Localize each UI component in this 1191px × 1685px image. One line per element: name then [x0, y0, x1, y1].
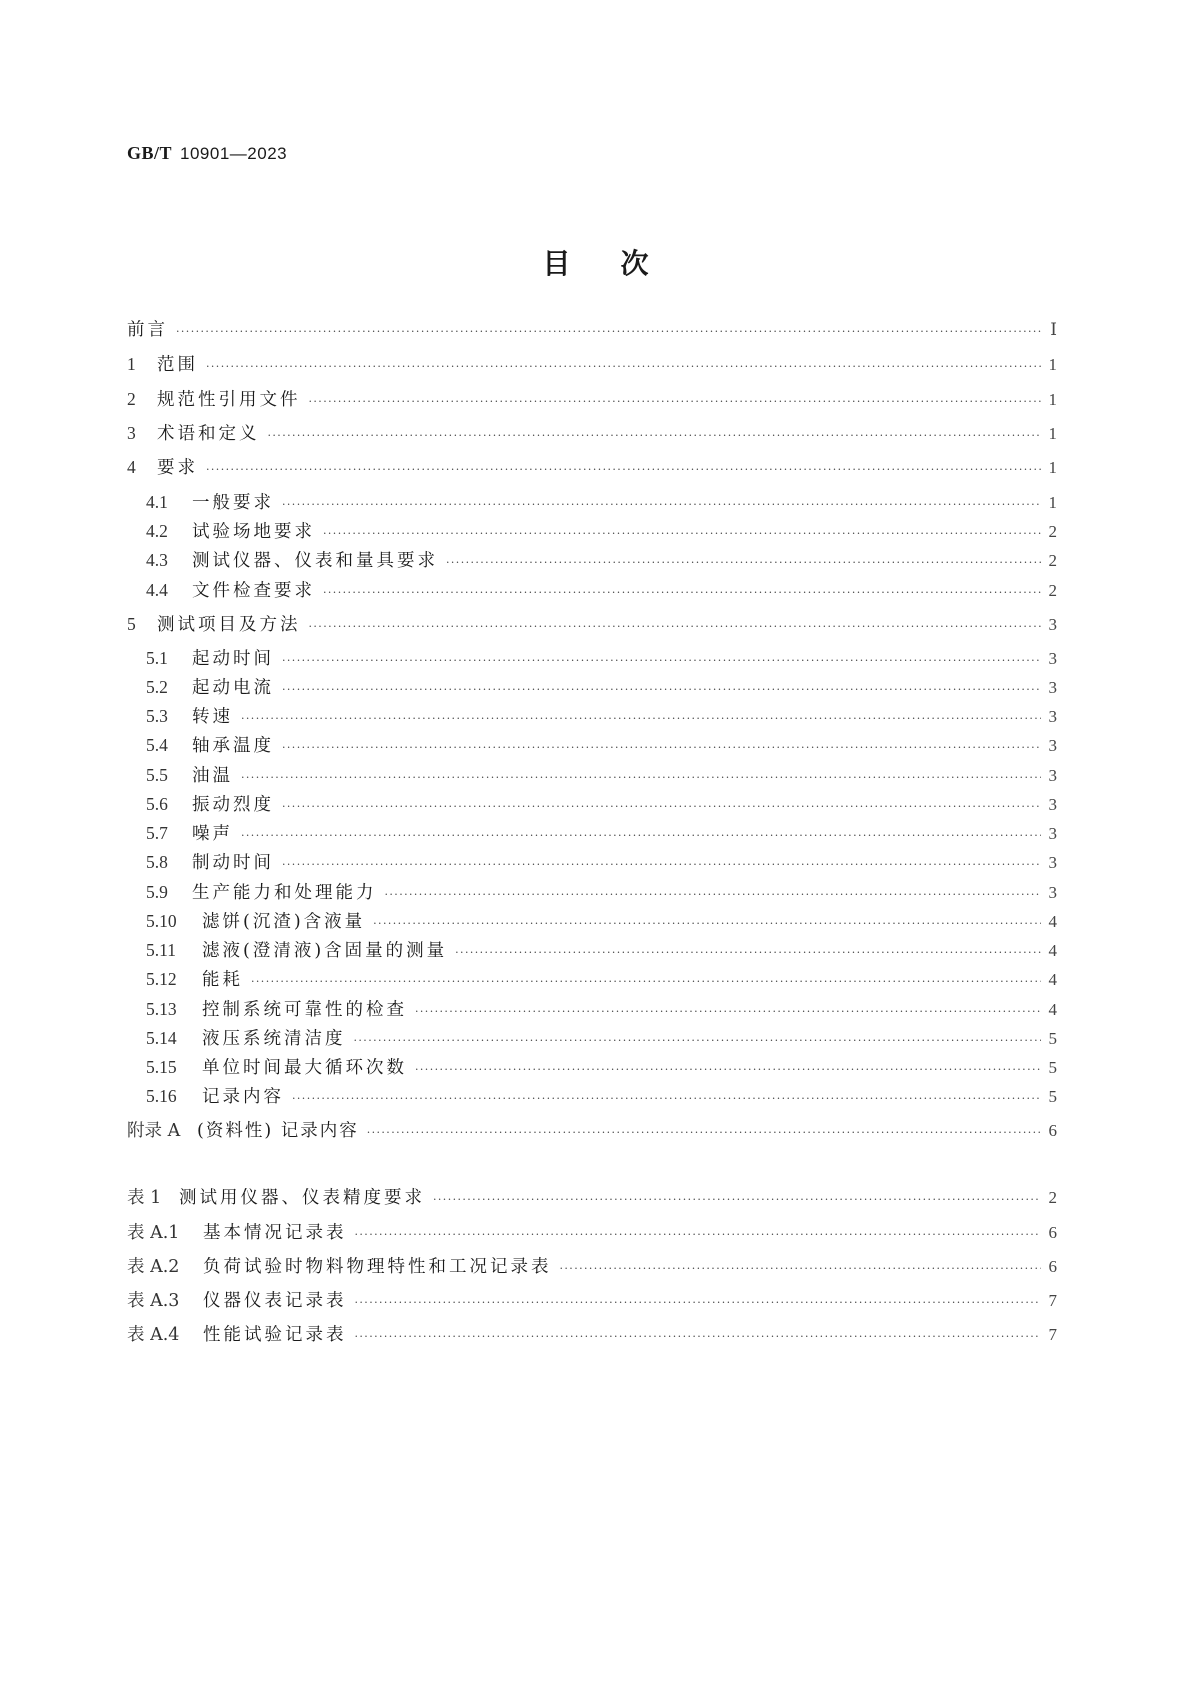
- toc-leader-dots: [241, 766, 1041, 790]
- toc-leader-dots: [282, 678, 1041, 702]
- toc-entry[interactable]: [146, 1055, 1057, 1079]
- toc-entry[interactable]: [146, 821, 1057, 845]
- table-list-entry[interactable]: [127, 1323, 1057, 1347]
- toc-entry[interactable]: [127, 387, 1057, 411]
- toc-leader-dots: [251, 970, 1041, 994]
- toc-entry-title: 转速: [192, 707, 233, 727]
- toc-entry-number: 4.3: [146, 550, 168, 570]
- toc-entry-number: 5.6: [146, 794, 168, 814]
- toc-entry-number: 1: [127, 354, 136, 374]
- toc-entry-page: 6: [1048, 1121, 1057, 1140]
- table-list-entry[interactable]: [127, 1186, 1057, 1210]
- table-list-title: 基本情况记录表: [203, 1223, 347, 1243]
- toc-entry-number: 4.4: [146, 580, 168, 600]
- toc-entry-number: 5.8: [146, 852, 168, 872]
- toc-entry-number: 2: [127, 389, 136, 409]
- toc-entry-number: 5: [127, 614, 136, 634]
- toc-entry-number: 5.11: [146, 940, 176, 960]
- toc-entry-number: 5.1: [146, 648, 168, 668]
- toc-entry-page: 3: [1048, 678, 1057, 697]
- toc-entry-number: 5.3: [146, 706, 168, 726]
- toc-entry-page: 3: [1048, 795, 1057, 814]
- toc-leader-dots: [367, 1121, 1041, 1145]
- toc-entry-page: Ⅰ: [1050, 320, 1057, 339]
- toc-entry-title: 油温: [192, 766, 233, 786]
- standard-code-number: 10901—2023: [180, 144, 288, 163]
- toc-entry[interactable]: [146, 763, 1057, 787]
- toc-entry[interactable]: [127, 318, 1057, 342]
- toc-leader-dots: [415, 1000, 1041, 1024]
- toc-entry-title: 振动烈度: [192, 795, 274, 815]
- toc-entry-title: 噪声: [192, 824, 233, 844]
- toc-entry-title: 前言: [127, 320, 168, 340]
- table-list-entry[interactable]: [127, 1221, 1057, 1245]
- toc-entry-page: 3: [1048, 649, 1057, 668]
- standard-code: [127, 143, 287, 164]
- toc-entry-number: 5.16: [146, 1086, 177, 1106]
- toc-leader-dots: [446, 551, 1041, 575]
- toc-entry-title: 测试项目及方法: [157, 615, 301, 635]
- toc-entry-number: 4.1: [146, 492, 168, 512]
- toc-leader-dots: [282, 853, 1041, 877]
- toc-entry-page: 2: [1048, 522, 1057, 541]
- toc-leader-dots: [455, 941, 1041, 965]
- toc-leader-dots: [282, 649, 1041, 673]
- toc-entry[interactable]: [146, 704, 1057, 728]
- toc-entry[interactable]: [146, 733, 1057, 757]
- toc-entry-page: 4: [1048, 1000, 1057, 1019]
- toc-entry-title: 规范性引用文件: [157, 390, 301, 410]
- toc-entry-number: 5.4: [146, 735, 168, 755]
- toc-entry-title: 滤液(澄清液)含固量的测量: [202, 941, 448, 961]
- toc-leader-dots: [292, 1087, 1041, 1111]
- toc-entry-number: 5.12: [146, 969, 177, 989]
- standard-code-prefix: GB/T: [127, 143, 173, 163]
- toc-entry-page: 3: [1048, 883, 1057, 902]
- toc-entry[interactable]: [146, 909, 1057, 933]
- toc-entry[interactable]: [146, 675, 1057, 699]
- toc-entry-page: 2: [1048, 551, 1057, 570]
- toc-entry-title: 轴承温度: [192, 736, 274, 756]
- toc-entry-page: 1: [1048, 355, 1057, 374]
- toc-entry-title: 范围: [157, 355, 198, 375]
- toc-entry-title: 控制系统可靠性的检查: [202, 1000, 407, 1020]
- table-list-page: 7: [1048, 1325, 1057, 1344]
- toc-entry[interactable]: [127, 352, 1057, 376]
- toc-leader-dots: [241, 824, 1041, 848]
- toc-entry-title: 单位时间最大循环次数: [202, 1058, 407, 1078]
- toc-entry[interactable]: [127, 455, 1057, 479]
- toc-entry-title: 制动时间: [192, 853, 274, 873]
- toc-entry-title: 试验场地要求: [192, 522, 315, 542]
- toc-entry[interactable]: [146, 548, 1057, 572]
- toc-entry[interactable]: [146, 792, 1057, 816]
- toc-entry-number: 5.15: [146, 1057, 177, 1077]
- toc-entry-title: 起动时间: [192, 649, 274, 669]
- table-list-number: 表 1: [127, 1188, 162, 1208]
- toc-entry-title: 生产能力和处理能力: [192, 883, 377, 903]
- toc-entry-number: 3: [127, 423, 136, 443]
- table-list-page: 6: [1048, 1257, 1057, 1276]
- table-list-number: 表 A.1: [127, 1223, 180, 1243]
- toc-entry-page: 4: [1048, 912, 1057, 931]
- toc-entry-number: 5.7: [146, 823, 168, 843]
- toc-entry-title: 液压系统清洁度: [202, 1029, 346, 1049]
- table-list-page: 7: [1048, 1291, 1057, 1310]
- toc-entry-page: 2: [1048, 581, 1057, 600]
- toc-entry-page: 4: [1048, 941, 1057, 960]
- toc-entry-page: 4: [1048, 970, 1057, 989]
- toc-leader-dots: [268, 424, 1042, 448]
- toc-entry-page: 3: [1048, 766, 1057, 785]
- toc-entry[interactable]: [127, 1119, 1057, 1143]
- toc-entry-page: 1: [1048, 390, 1057, 409]
- page-title: 目次: [542, 247, 699, 280]
- toc-leader-dots: [282, 736, 1041, 760]
- toc-entry-number: 4.2: [146, 521, 168, 541]
- toc-entry-number: 5.10: [146, 911, 177, 931]
- table-list-leader-dots: [355, 1291, 1042, 1315]
- table-list-number: 表 A.2: [127, 1257, 180, 1277]
- toc-entry-title: 能耗: [202, 970, 243, 990]
- table-list-leader-dots: [355, 1325, 1042, 1349]
- table-list-title: 测试用仪器、仪表精度要求: [179, 1188, 425, 1208]
- toc-leader-dots: [176, 320, 1041, 344]
- table-list-title: 负荷试验时物料物理特性和工况记录表: [203, 1257, 552, 1277]
- toc-entry[interactable]: [146, 997, 1057, 1021]
- table-list-number: 表 A.4: [127, 1325, 180, 1345]
- toc-entry-title: 术语和定义: [157, 424, 260, 444]
- toc-leader-dots: [385, 883, 1042, 907]
- toc-entry-title: 一般要求: [192, 493, 274, 513]
- toc-entry-page: 1: [1048, 458, 1057, 477]
- toc-entry[interactable]: [146, 1026, 1057, 1050]
- toc-entry[interactable]: [146, 938, 1057, 962]
- toc-leader-dots: [206, 355, 1041, 379]
- toc-leader-dots: [309, 615, 1042, 639]
- toc-entry[interactable]: [146, 578, 1057, 602]
- toc-leader-dots: [309, 390, 1042, 414]
- toc-leader-dots: [323, 581, 1041, 605]
- toc-entry[interactable]: [127, 612, 1057, 636]
- toc-entry-number: 5.13: [146, 999, 177, 1019]
- toc-entry-page: 3: [1048, 615, 1057, 634]
- table-list-page: 2: [1048, 1188, 1057, 1207]
- toc-entry[interactable]: [127, 421, 1057, 445]
- toc-entry[interactable]: [146, 967, 1057, 991]
- table-list-entry[interactable]: [127, 1289, 1057, 1313]
- toc-entry[interactable]: [146, 1084, 1057, 1108]
- table-list-entry[interactable]: [127, 1255, 1057, 1279]
- toc-entry[interactable]: [146, 850, 1057, 874]
- table-list-title: 仪器仪表记录表: [203, 1291, 347, 1311]
- toc-entry-number: 5.14: [146, 1028, 177, 1048]
- toc-leader-dots: [282, 493, 1041, 517]
- toc-entry[interactable]: [146, 646, 1057, 670]
- toc-leader-dots: [323, 522, 1041, 546]
- toc-entry-number: 5.2: [146, 677, 168, 697]
- toc-entry[interactable]: [146, 880, 1057, 904]
- toc-leader-dots: [282, 795, 1041, 819]
- table-list-leader-dots: [433, 1188, 1041, 1212]
- table-list-leader-dots: [560, 1257, 1042, 1281]
- toc-entry-page: 3: [1048, 853, 1057, 872]
- toc-entry[interactable]: [146, 519, 1057, 543]
- table-list-leader-dots: [355, 1223, 1042, 1247]
- toc-entry-title: (资料性) 记录内容: [197, 1121, 359, 1141]
- table-list-number: 表 A.3: [127, 1291, 180, 1311]
- toc-entry-number: 附录 A: [127, 1121, 181, 1141]
- toc-entry-page: 1: [1048, 424, 1057, 443]
- toc-entry-page: 5: [1048, 1087, 1057, 1106]
- toc-leader-dots: [373, 912, 1041, 936]
- toc-leader-dots: [354, 1029, 1042, 1053]
- toc-entry[interactable]: [146, 490, 1057, 514]
- toc-entry-number: 4: [127, 457, 136, 477]
- toc-entry-page: 1: [1048, 493, 1057, 512]
- toc-entry-title: 起动电流: [192, 678, 274, 698]
- toc-entry-title: 测试仪器、仪表和量具要求: [192, 551, 438, 571]
- toc-entry-page: 3: [1048, 707, 1057, 726]
- toc-entry-number: 5.5: [146, 765, 168, 785]
- toc-entry-number: 5.9: [146, 882, 168, 902]
- toc-entry-title: 文件检查要求: [192, 581, 315, 601]
- toc-entry-page: 3: [1048, 736, 1057, 755]
- toc-entry-page: 5: [1048, 1058, 1057, 1077]
- toc-entry-title: 要求: [157, 458, 198, 478]
- table-list-title: 性能试验记录表: [203, 1325, 347, 1345]
- toc-leader-dots: [415, 1058, 1041, 1082]
- toc-leader-dots: [206, 458, 1041, 482]
- toc-entry-title: 记录内容: [202, 1087, 284, 1107]
- toc-entry-title: 滤饼(沉渣)含液量: [202, 912, 366, 932]
- toc-entry-page: 5: [1048, 1029, 1057, 1048]
- toc-entry-page: 3: [1048, 824, 1057, 843]
- toc-leader-dots: [241, 707, 1041, 731]
- table-list-page: 6: [1048, 1223, 1057, 1242]
